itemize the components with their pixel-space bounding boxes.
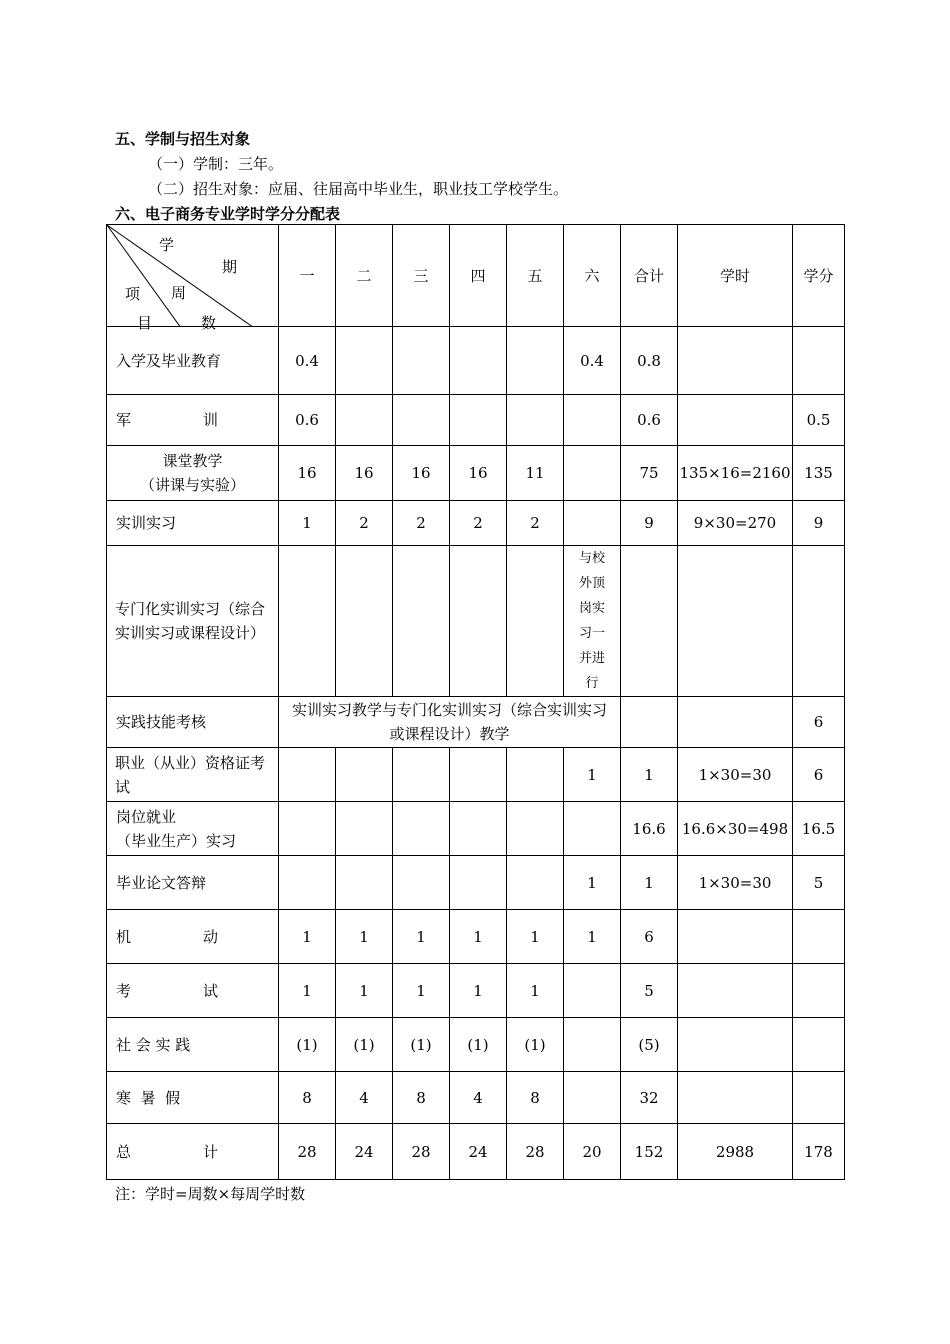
header-credits: 学分: [793, 225, 845, 327]
cell-credit: 5: [793, 856, 845, 910]
row-label: 课堂教学 （讲课与实验）: [107, 446, 279, 501]
row-label: 实践技能考核: [107, 697, 279, 748]
schooling-years: （一）学制：三年。: [148, 155, 284, 173]
table-row-total: [107, 1124, 845, 1180]
corner-label-xue: 学: [159, 236, 175, 254]
cell: 1: [393, 964, 450, 1018]
row-label: 职业（从业）资格证考试: [107, 748, 279, 802]
cell-hours: 1×30=30: [678, 856, 793, 910]
header-row: [107, 225, 845, 327]
table-row: [107, 546, 845, 697]
cell: 8: [279, 1072, 336, 1124]
cell: 0.4: [564, 327, 621, 395]
cell: 28: [279, 1124, 336, 1180]
header-term3: 三: [393, 225, 450, 327]
table-row: [107, 1072, 845, 1124]
cell: 2: [336, 501, 393, 546]
cell-total: 75: [621, 446, 678, 501]
cell-credit: 0.5: [793, 395, 845, 446]
cell-total: 1: [621, 748, 678, 802]
cell-hours: 135×16=2160: [678, 446, 793, 501]
cell-hours: 9×30=270: [678, 501, 793, 546]
cell: 28: [393, 1124, 450, 1180]
cell-total: 9: [621, 501, 678, 546]
table-row: [107, 964, 845, 1018]
cell-total: 0.8: [621, 327, 678, 395]
cell: 16: [336, 446, 393, 501]
table-row: [107, 395, 845, 446]
cell-hours: 16.6×30=498: [678, 802, 793, 856]
cell: 1: [507, 910, 564, 964]
cell-total: 5: [621, 964, 678, 1018]
credit-hours-table: [106, 224, 845, 1180]
cell: 20: [564, 1124, 621, 1180]
cell-total: 16.6: [621, 802, 678, 856]
cell: (1): [507, 1018, 564, 1072]
corner-label-qi: 期: [222, 258, 238, 276]
section6-heading: 六、电子商务专业学时学分分配表: [115, 205, 341, 223]
cell-hours: 1×30=30: [678, 748, 793, 802]
cell: (1): [336, 1018, 393, 1072]
row-label: 机 动: [107, 910, 279, 964]
cell: 2: [507, 501, 564, 546]
header-hours: 学时: [678, 225, 793, 327]
row-label: 毕业论文答辩: [107, 856, 279, 910]
cell: (1): [393, 1018, 450, 1072]
cell: 1: [564, 856, 621, 910]
row-label: 考 试: [107, 964, 279, 1018]
table-row: [107, 856, 845, 910]
cell: 16: [393, 446, 450, 501]
cell: 1: [279, 501, 336, 546]
cell-total: 152: [621, 1124, 678, 1180]
cell: 1: [564, 748, 621, 802]
cell: 1: [279, 910, 336, 964]
row-label: 寒 暑 假: [107, 1072, 279, 1124]
cell: (1): [279, 1018, 336, 1072]
diagonal-lines: [107, 225, 279, 326]
row-label: 专门化实训实习（综合实训实习或课程设计）: [107, 546, 279, 697]
cell-credit: 135: [793, 446, 845, 501]
merged-cell: 实训实习教学与专门化实训实习（综合实训实习或课程设计）教学: [279, 697, 621, 748]
corner-label-xiang: 项: [125, 285, 141, 303]
corner-label-shu: 数: [201, 314, 217, 332]
cell-credit: 6: [793, 697, 845, 748]
cell-total: 0.6: [621, 395, 678, 446]
cell: 24: [336, 1124, 393, 1180]
cell-total: 32: [621, 1072, 678, 1124]
header-term5: 五: [507, 225, 564, 327]
cell: 24: [450, 1124, 507, 1180]
cell: 11: [507, 446, 564, 501]
cell: 4: [450, 1072, 507, 1124]
header-term4: 四: [450, 225, 507, 327]
cell-note: 与校外顶岗实习一并进行: [564, 546, 621, 697]
row-label: 实训实习: [107, 501, 279, 546]
cell: 16: [450, 446, 507, 501]
cell-credit: 6: [793, 748, 845, 802]
row-label: 总 计: [107, 1124, 279, 1180]
cell: 1: [450, 964, 507, 1018]
cell: 1: [450, 910, 507, 964]
cell-credit: 16.5: [793, 802, 845, 856]
table-row: [107, 910, 845, 964]
cell: 8: [507, 1072, 564, 1124]
header-term6: 六: [564, 225, 621, 327]
cell-credit: 178: [793, 1124, 845, 1180]
cell-total: 1: [621, 856, 678, 910]
corner-label-mu: 目: [137, 314, 153, 332]
header-term1: 一: [279, 225, 336, 327]
enrollment-target: （二）招生对象：应届、往届高中毕业生，职业技工学校学生。: [148, 180, 569, 198]
cell-credit: 9: [793, 501, 845, 546]
cell: 1: [336, 910, 393, 964]
cell: 1: [393, 910, 450, 964]
cell: 4: [336, 1072, 393, 1124]
cell-total: (5): [621, 1018, 678, 1072]
cell: 1: [507, 964, 564, 1018]
row-label: 岗位就业 （毕业生产）实习: [107, 802, 279, 856]
cell: 0.6: [279, 395, 336, 446]
cell-hours: 2988: [678, 1124, 793, 1180]
cell: (1): [450, 1018, 507, 1072]
table-row: [107, 697, 845, 748]
cell: 1: [279, 964, 336, 1018]
cell: 16: [279, 446, 336, 501]
table-row: [107, 748, 845, 802]
table-row: [107, 1018, 845, 1072]
table-row: [107, 327, 845, 395]
table-note: 注：学时=周数×每周学时数: [115, 1185, 306, 1203]
cell: 28: [507, 1124, 564, 1180]
table-row: [107, 446, 845, 501]
row-label: 入学及毕业教育: [107, 327, 279, 395]
row-label: 军 训: [107, 395, 279, 446]
header-term2: 二: [336, 225, 393, 327]
cell: 1: [564, 910, 621, 964]
cell: 1: [336, 964, 393, 1018]
cell-total: 6: [621, 910, 678, 964]
row-label: 社 会 实 践: [107, 1018, 279, 1072]
cell: 0.4: [279, 327, 336, 395]
table-row: [107, 501, 845, 546]
header-total: 合计: [621, 225, 678, 327]
diagonal-corner-cell: [107, 225, 279, 332]
cell: 8: [393, 1072, 450, 1124]
table-row: [107, 802, 845, 856]
cell: 2: [393, 501, 450, 546]
cell: 2: [450, 501, 507, 546]
section5-heading: 五、学制与招生对象: [115, 130, 251, 148]
corner-label-zhou: 周: [171, 284, 187, 302]
